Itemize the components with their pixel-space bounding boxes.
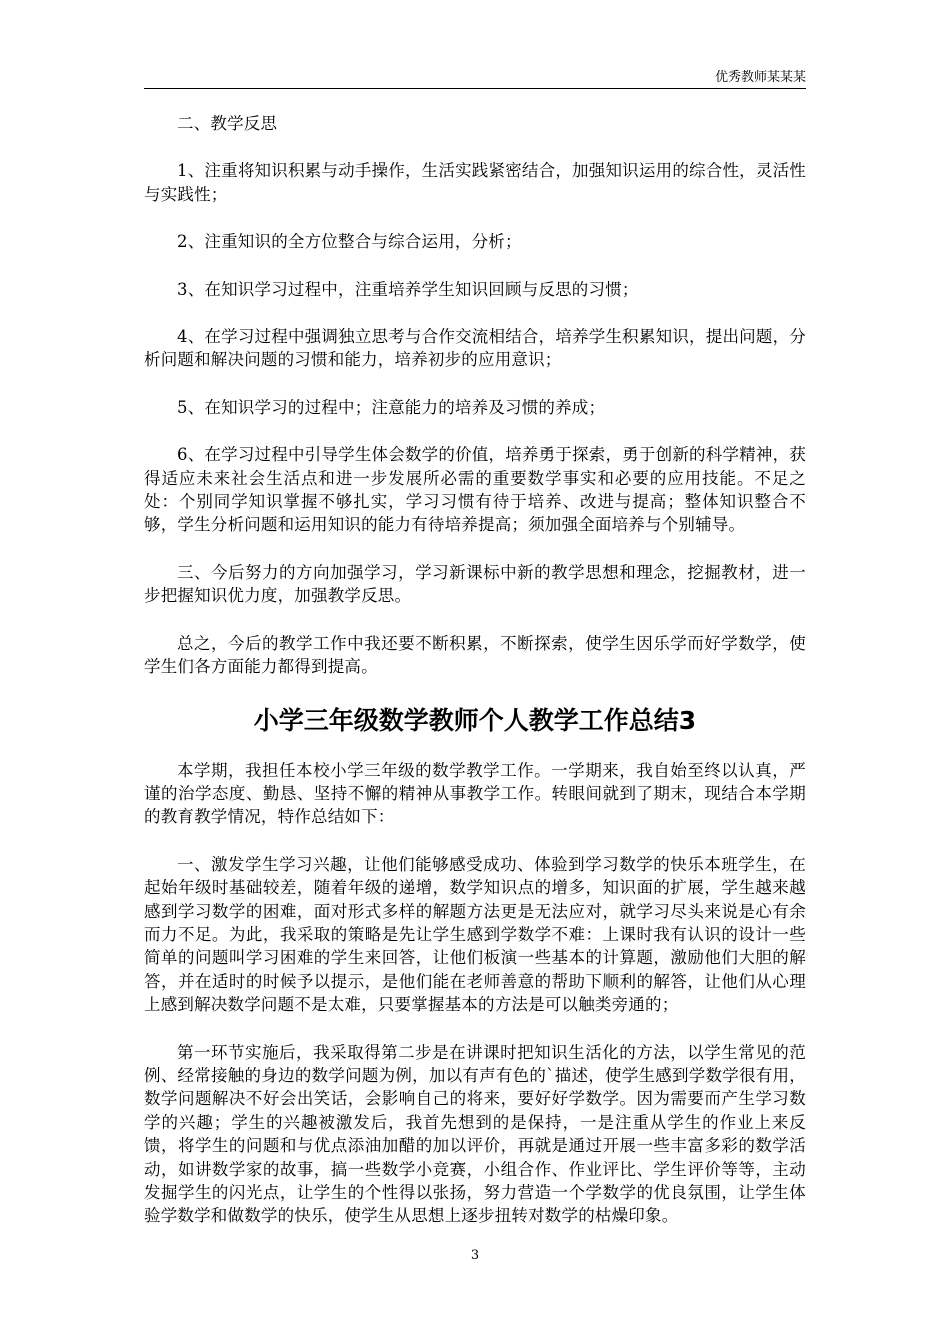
paragraph: 三、今后努力的方向加强学习，学习新课标中新的教学思想和理念，挖掘教材，进一步把握知识优力度，加强教学反思。 bbox=[144, 562, 806, 606]
page-header bbox=[144, 62, 806, 89]
paragraph: 3、在知识学习过程中，注重培养学生知识回顾与反思的习惯； bbox=[177, 279, 639, 299]
paragraph: 1、注重将知识积累与动手操作，生活实践紧密结合，加强知识运用的综合性，灵活性与实践性； bbox=[144, 161, 806, 204]
paragraph: 4、在学习过程中强调独立思考与合作交流相结合，培养学生积累知识，提出问题，分析问题和解决问题的习惯和能力，培养初步的应用意识； bbox=[144, 327, 806, 370]
paragraph: 总之，今后的教学工作中我还要不断积累，不断探索，使学生因乐学而好学数学，使学生们各方面能力都得到提高。 bbox=[144, 633, 806, 677]
section-heading-reflection: 二、教学反思 bbox=[177, 114, 278, 133]
paragraph: 一、激发学生学习兴趣，让他们能够感受成功、体验到学习数学的快乐本班学生，在起始年级时基础较差，随着年级的递增，数学知识点的增多，知识面的扩展，学生越来越感到学习数学的困难，面对形式多样的解题方法更是无法应对，就学习尽头来说是心有余而力不足。为此，我采取的策略是先让学生感到学数学不难：上课时我有认识的设计一些简单的问题叫学习困难的学生来回答，让他们板演一些基本的计算题，激励他们大胆的解答，并在适时的时候予以提示，是他们能在老师善意的帮助下顺利的解答，让他们从心理上感到解决数学问题不是太难，只要掌握基本的方法是可以触类旁通的； bbox=[144, 854, 806, 1015]
paragraph: 5、在知识学习的过程中；注意能力的培养及习惯的养成； bbox=[177, 397, 606, 417]
page-number: 3 bbox=[470, 1248, 480, 1263]
paragraph: 2、注重知识的全方位整合与综合运用，分析； bbox=[177, 232, 522, 252]
section-title: 小学三年级数学教师个人教学工作总结3 bbox=[253, 705, 697, 735]
paragraph: 本学期，我担任本校小学三年级的数学教学工作。一学期来，我自始至终以认真，严谨的治学态度、勤恳、坚持不懈的精神从事教学工作。转眼间就到了期末，现结合本学期的教育教学情况，特作总结如下： bbox=[144, 760, 806, 827]
document-body bbox=[144, 112, 806, 1252]
paragraph: 6、在学习过程中引导学生体会数学的价值，培养勇于探索，勇于创新的科学精神，获得适应未来社会生活点和进一步发展所必需的重要数学事实和必要的应用技能。不足之处：个别同学知识掌握不够扎实，学习习惯有待于培养、改进与提高；整体知识整合不够，学生分析问题和运用知识的能力有待培养提高；须加强全面培养与个别辅导。 bbox=[144, 445, 806, 535]
header-text: 优秀教师某某某 bbox=[714, 70, 806, 85]
paragraph: 第一环节实施后，我采取得第二步是在讲课时把知识生活化的方法，以学生常见的范例、经常接触的身边的数学问题为例，加以有声有色的`描述，使学生感到学数学很有用，数学问题解决不好会出笑话，会影响自己的将来，要好好学数学。因为需要而产生学习数学的兴趣；学生的兴趣被激发后，我首先想到的是保持，一是注重从学生的作业上来反馈，将学生的问题和与优点添油加醋的加以评价，再就是通过开展一些丰富多彩的数学活动，如讲数学家的故事，搞一些数学小竞赛，小组合作、作业评比、学生评价等等，主动发掘学生的闪光点，让学生的个性得以张扬，努力营造一个学数学的优良氛围，让学生体验学数学和做数学的快乐，使学生从思想上逐步扭转对数学的枯燥印象。 bbox=[144, 1042, 806, 1226]
